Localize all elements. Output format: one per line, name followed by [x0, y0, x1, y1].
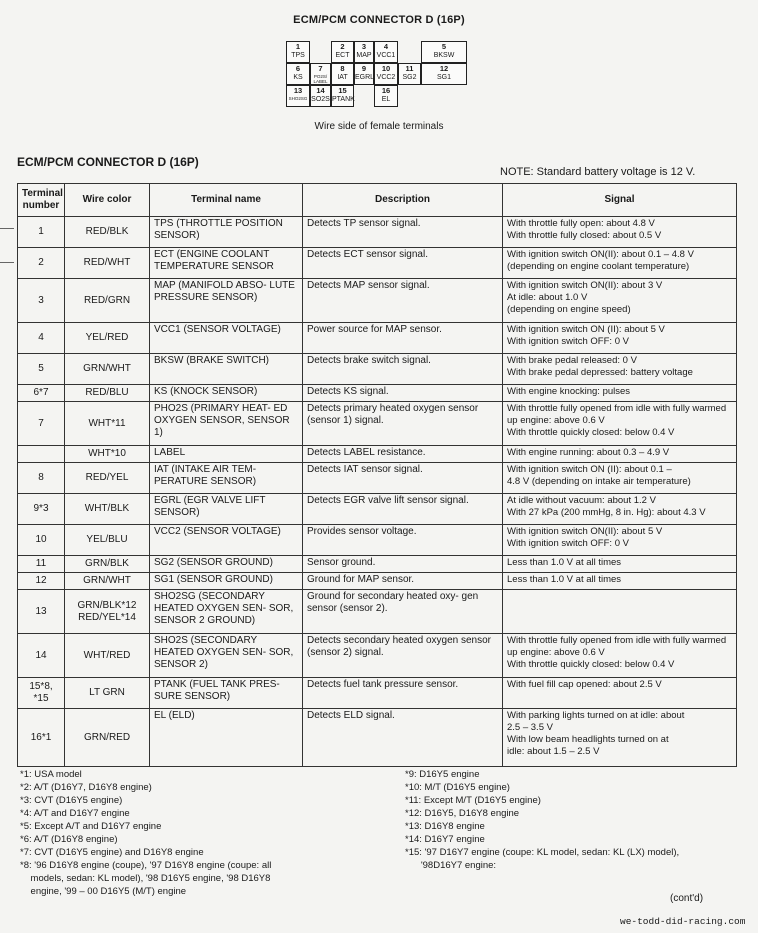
wire-color-cell: RED/BLU: [65, 385, 150, 402]
wire-color-cell: YEL/RED: [65, 323, 150, 354]
footnote: models, sedan: KL model), '98 D16Y5 engine, '98 D16Y8: [20, 873, 271, 884]
signal-cell: With ignition switch ON (II): about 5 V With ignition switch OFF: 0 V: [503, 323, 737, 354]
pin-number: 8: [340, 64, 345, 73]
connector-pin-2: [331, 41, 354, 63]
description-cell: Detects IAT sensor signal.: [303, 463, 503, 494]
description-cell: Detects secondary heated oxygen sensor (sensor 2) signal.: [303, 634, 503, 678]
connector-pin-11: [398, 63, 421, 85]
footnote: '98D16Y7 engine:: [405, 860, 497, 871]
pin-number: 9: [361, 64, 367, 73]
terminal-cell: 8: [18, 463, 65, 494]
footnote: *10: M/T (D16Y5 engine): [405, 782, 510, 793]
terminal-name-cell: IAT (INTAKE AIR TEM- PERATURE SENSOR): [150, 463, 303, 494]
pin-number: 13: [293, 86, 303, 95]
description-cell: Detects ECT sensor signal.: [303, 248, 503, 279]
pin-label: SG2: [402, 74, 417, 81]
table-row: [18, 217, 737, 248]
pin-number: 10: [381, 64, 391, 73]
terminal-name-cell: PHO2S (PRIMARY HEAT- ED OXYGEN SENSOR, SENSOR 1): [150, 402, 303, 446]
pin-label: SO2S: [311, 96, 330, 103]
footnote: *4: A/T and D16Y7 engine: [20, 808, 130, 819]
terminal-name-cell: MAP (MANIFOLD ABSO- LUTE PRESSURE SENSOR): [150, 279, 303, 323]
pin-label: PO2S/ LABEL: [313, 74, 328, 84]
header-terminal-number: Terminal number: [18, 184, 65, 217]
connector-pin-1: [286, 41, 310, 63]
wire-color-cell: GRN/BLK*12 RED/YEL*14: [65, 590, 150, 634]
signal-cell: With throttle fully opened from idle with fully warmed up engine: above 0.6 V With throttle quickly closed: below 0.4 V: [503, 634, 737, 678]
table-row: [18, 678, 737, 709]
terminal-cell: 4: [18, 323, 65, 354]
margin-mark: [0, 262, 14, 263]
pin-label: ECT: [335, 52, 350, 59]
pin-number: 16: [381, 86, 391, 95]
terminal-name-cell: EGRL (EGR VALVE LIFT SENSOR): [150, 494, 303, 525]
description-cell: Ground for MAP sensor.: [303, 573, 503, 590]
table-row: [18, 556, 737, 573]
wire-color-cell: GRN/RED: [65, 709, 150, 767]
pin-label: SG1: [436, 74, 451, 81]
description-cell: Detects fuel tank pressure sensor.: [303, 678, 503, 709]
signal-cell: Less than 1.0 V at all times: [503, 573, 737, 590]
table-row: [18, 525, 737, 556]
pin-number: 11: [405, 64, 414, 73]
header-description: Description: [303, 184, 503, 217]
terminal-name-cell: EL (ELD): [150, 709, 303, 767]
description-cell: Detects KS signal.: [303, 385, 503, 402]
signal-cell: With parking lights turned on at idle: about 2.5 – 3.5 V With low beam headlights turned on at idle: about 1.5 – 2.5 V: [503, 709, 737, 767]
pin-label: EL: [381, 96, 391, 103]
terminal-cell: 12: [18, 573, 65, 590]
pin-number: 6: [295, 64, 301, 73]
footnote: *9: D16Y5 engine: [405, 769, 480, 780]
table-row: [18, 279, 737, 323]
table-row: [18, 402, 737, 446]
header-terminal-name: Terminal name: [150, 184, 303, 217]
table-row: [18, 634, 737, 678]
description-cell: Ground for secondary heated oxy- gen sensor (sensor 2).: [303, 590, 503, 634]
footnote: engine, '99 – 00 D16Y5 (M/T) engine: [20, 886, 187, 897]
terminal-cell: [18, 446, 65, 463]
connector-diagram: [286, 41, 467, 111]
connector-pin-10: [374, 63, 398, 85]
signal-cell: With engine knocking: pulses: [503, 385, 737, 402]
table-row: [18, 494, 737, 525]
section-heading: ECM/PCM CONNECTOR D (16P): [17, 155, 199, 169]
header-signal: Signal: [503, 184, 737, 217]
connector-pin-16: [374, 85, 398, 107]
pin-label: SHO2SG: [288, 96, 308, 101]
terminal-cell: 14: [18, 634, 65, 678]
wire-color-cell: WHT*11: [65, 402, 150, 446]
terminal-name-cell: ECT (ENGINE COOLANT TEMPERATURE SENSOR: [150, 248, 303, 279]
connector-pin-13: [286, 85, 310, 107]
connector-pin-9: [354, 63, 374, 85]
footnote: *12: D16Y5, D16Y8 engine: [405, 808, 520, 819]
wire-color-cell: WHT/RED: [65, 634, 150, 678]
terminal-cell: 6*7: [18, 385, 65, 402]
pin-label: MAP: [356, 52, 372, 59]
description-cell: Detects TP sensor signal.: [303, 217, 503, 248]
terminal-cell: 16*1: [18, 709, 65, 767]
table-row: [18, 590, 737, 634]
footnotes-right: [405, 768, 750, 872]
wire-color-cell: RED/BLK: [65, 217, 150, 248]
table-row: [18, 323, 737, 354]
table-row: [18, 573, 737, 590]
footnote: *7: CVT (D16Y5 engine) and D16Y8 engine: [20, 847, 204, 858]
terminal-name-cell: SHO2SG (SECONDARY HEATED OXYGEN SEN- SOR, SENSOR 2 GROUND): [150, 590, 303, 634]
wire-color-cell: RED/YEL: [65, 463, 150, 494]
terminal-name-cell: SG1 (SENSOR GROUND): [150, 573, 303, 590]
description-cell: Detects EGR valve lift sensor signal.: [303, 494, 503, 525]
pin-label: VCC2: [376, 74, 396, 81]
terminal-name-cell: PTANK (FUEL TANK PRES- SURE SENSOR): [150, 678, 303, 709]
pin-number: 3: [361, 42, 367, 51]
connector-table: [17, 183, 737, 767]
terminal-name-cell: TPS (THROTTLE POSITION SENSOR): [150, 217, 303, 248]
wire-color-cell: YEL/BLU: [65, 525, 150, 556]
credit-watermark: we-todd-did-racing.com: [620, 916, 746, 927]
table-row: [18, 248, 737, 279]
margin-mark: [0, 228, 14, 229]
signal-cell: Less than 1.0 V at all times: [503, 556, 737, 573]
pin-number: 2: [340, 42, 345, 51]
footnote: *14: D16Y7 engine: [405, 834, 485, 845]
signal-cell: With brake pedal released: 0 V With brake pedal depressed: battery voltage: [503, 354, 737, 385]
signal-cell: With throttle fully open: about 4.8 V With throttle fully closed: about 0.5 V: [503, 217, 737, 248]
connector-pin-7: [310, 63, 331, 85]
terminal-name-cell: VCC2 (SENSOR VOLTAGE): [150, 525, 303, 556]
signal-cell: At idle without vacuum: about 1.2 V With 27 kPa (200 mmHg, 8 in. Hg): about 4.3 V: [503, 494, 737, 525]
terminal-name-cell: KS (KNOCK SENSOR): [150, 385, 303, 402]
terminal-cell: 11: [18, 556, 65, 573]
connector-pin-14: [310, 85, 331, 107]
description-cell: Detects brake switch signal.: [303, 354, 503, 385]
connector-pin-8: [331, 63, 354, 85]
terminal-name-cell: LABEL: [150, 446, 303, 463]
pin-number: 1: [295, 42, 301, 51]
terminal-cell: 7: [18, 402, 65, 446]
footnote: *2: A/T (D16Y7, D16Y8 engine): [20, 782, 152, 793]
pin-number: 5: [441, 42, 447, 51]
footnote: *15: '97 D16Y7 engine (coupe: KL model, sedan: KL (LX) model),: [405, 847, 680, 858]
description-cell: Detects ELD signal.: [303, 709, 503, 767]
description-cell: Detects primary heated oxygen sensor (sensor 1) signal.: [303, 402, 503, 446]
table-body: [18, 217, 737, 767]
wire-color-cell: RED/WHT: [65, 248, 150, 279]
signal-cell: With ignition switch ON(II): about 5 V With ignition switch OFF: 0 V: [503, 525, 737, 556]
terminal-cell: 5: [18, 354, 65, 385]
pin-number: 14: [316, 86, 325, 95]
terminal-cell: 10: [18, 525, 65, 556]
diagram-caption: Wire side of female terminals: [314, 121, 444, 132]
description-cell: Detects MAP sensor signal.: [303, 279, 503, 323]
terminal-cell: 2: [18, 248, 65, 279]
connector-pin-6: [286, 63, 310, 85]
connector-pin-4: [374, 41, 398, 63]
signal-cell: With ignition switch ON(II): about 3 V At idle: about 1.0 V (depending on engine speed): [503, 279, 737, 323]
footnote: *8: '96 D16Y8 engine (coupe), '97 D16Y8 engine (coupe: all: [20, 860, 272, 871]
footnote: *11: Except M/T (D16Y5 engine): [405, 795, 541, 806]
pin-label: BKSW: [433, 52, 455, 59]
pin-label: EGRL: [355, 74, 375, 81]
connector-pin-3: [354, 41, 374, 63]
wire-color-cell: RED/GRN: [65, 279, 150, 323]
description-cell: Provides sensor voltage.: [303, 525, 503, 556]
wire-color-cell: LT GRN: [65, 678, 150, 709]
signal-cell: With throttle fully opened from idle with fully warmed up engine: above 0.6 V With throttle quickly closed: below 0.4 V: [503, 402, 737, 446]
diagram-title: ECM/PCM CONNECTOR D (16P): [293, 14, 465, 26]
pin-number: 4: [383, 42, 389, 51]
wire-color-cell: GRN/WHT: [65, 354, 150, 385]
signal-cell: [503, 590, 737, 634]
terminal-cell: 9*3: [18, 494, 65, 525]
table-row: [18, 463, 737, 494]
connector-pin-5: [421, 41, 467, 63]
footnote: *13: D16Y8 engine: [405, 821, 485, 832]
terminal-name-cell: BKSW (BRAKE SWITCH): [150, 354, 303, 385]
wire-color-cell: GRN/BLK: [65, 556, 150, 573]
pin-label: IAT: [337, 74, 348, 81]
terminal-name-cell: SHO2S (SECONDARY HEATED OXYGEN SEN- SOR, SENSOR 2): [150, 634, 303, 678]
description-cell: Detects LABEL resistance.: [303, 446, 503, 463]
wire-color-cell: GRN/WHT: [65, 573, 150, 590]
pin-label: KS: [293, 74, 303, 81]
wire-color-cell: WHT/BLK: [65, 494, 150, 525]
table-row: [18, 354, 737, 385]
terminal-cell: 1: [18, 217, 65, 248]
connector-pin-12: [421, 63, 467, 85]
voltage-note: NOTE: Standard battery voltage is 12 V.: [500, 166, 696, 178]
connector-pin-15: [331, 85, 354, 107]
pin-number: 7: [318, 64, 323, 73]
pin-number: 12: [439, 64, 449, 73]
terminal-name-cell: VCC1 (SENSOR VOLTAGE): [150, 323, 303, 354]
pin-label: PTANK: [332, 96, 355, 103]
wire-color-cell: WHT*10: [65, 446, 150, 463]
header-wire-color: Wire color: [65, 184, 150, 217]
table-row: [18, 446, 737, 463]
terminal-cell: 13: [18, 590, 65, 634]
terminal-cell: 15*8, *15: [18, 678, 65, 709]
pin-label: TPS: [291, 52, 305, 59]
footnote: *6: A/T (D16Y8 engine): [20, 834, 118, 845]
footnote: *5: Except A/T and D16Y7 engine: [20, 821, 162, 832]
pin-number: 15: [338, 86, 347, 95]
signal-cell: With ignition switch ON (II): about 0.1 – 4.8 V (depending on intake air temperature): [503, 463, 737, 494]
footnote: *1: USA model: [20, 769, 82, 780]
pin-label: VCC1: [376, 52, 396, 59]
continued-label: (cont'd): [670, 893, 704, 904]
terminal-name-cell: SG2 (SENSOR GROUND): [150, 556, 303, 573]
table-row: [18, 385, 737, 402]
signal-cell: With fuel fill cap opened: about 2.5 V: [503, 678, 737, 709]
footnote: *3: CVT (D16Y5 engine): [20, 795, 123, 806]
table-row: [18, 709, 737, 767]
footnotes-left: [20, 768, 380, 898]
terminal-cell: 3: [18, 279, 65, 323]
signal-cell: With ignition switch ON(II): about 0.1 – 4.8 V (depending on engine coolant temperature): [503, 248, 737, 279]
signal-cell: With engine running: about 0.3 – 4.9 V: [503, 446, 737, 463]
description-cell: Power source for MAP sensor.: [303, 323, 503, 354]
description-cell: Sensor ground.: [303, 556, 503, 573]
